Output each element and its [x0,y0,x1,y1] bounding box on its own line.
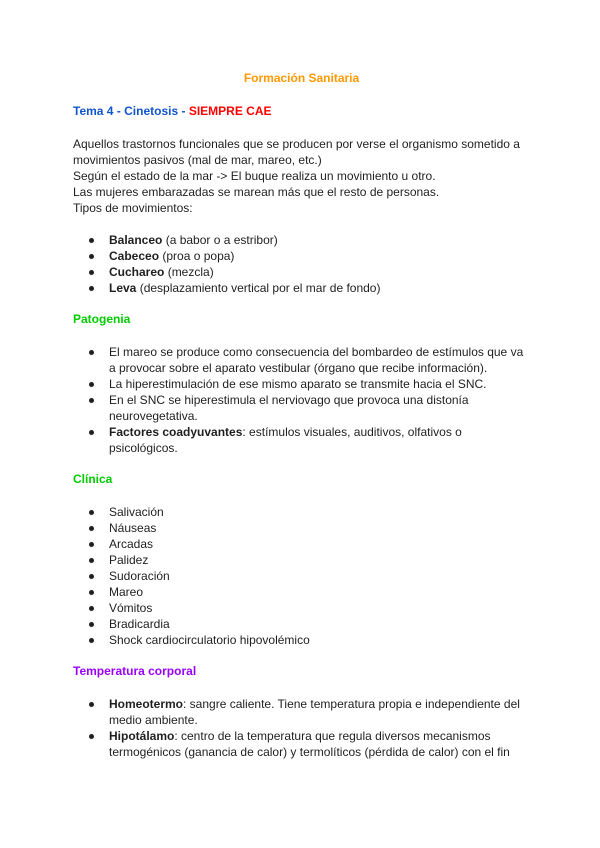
item-term: Cuchareo [109,265,165,279]
list-item [73,280,543,296]
list-item [73,584,543,600]
item-text: (desplazamiento vertical por el mar de fondo) [136,281,381,295]
item-line: a provocar sobre el aparato vestibular (órgano que recibe información). [109,361,488,375]
bullet-icon [89,558,94,563]
patogenia-list [73,344,543,456]
list-item [73,616,543,632]
item-line: : centro de la temperatura que regula diversos mecanismos [174,729,491,743]
bullet-icon [89,238,94,243]
item-line: neurovegetativa. [109,409,198,423]
patogenia-heading: Patogenia [73,312,131,326]
item-text: Mareo [109,585,144,599]
item-term: Leva [109,281,137,295]
item-line: : sangre caliente. Tiene temperatura propia e independiente del [183,697,520,711]
item-text: (a babor o a estribor) [162,233,278,247]
item-line: termogénicos (ganancia de calor) y termolíticos (pérdida de calor) con el fin [109,745,510,759]
list-item [73,552,543,568]
item-text: Sudoración [109,569,170,583]
bullet-icon [89,286,94,291]
bullet-icon [89,702,94,707]
intro-paragraph [73,136,543,216]
list-item [73,504,543,520]
item-text: (mezcla) [164,265,214,279]
item-term: Cabeceo [109,249,160,263]
list-item [73,696,543,728]
list-item [73,600,543,616]
item-text: Vómitos [109,601,153,615]
list-item [73,536,543,552]
list-item [73,344,543,376]
bullet-icon [89,542,94,547]
tema-heading [73,104,272,118]
item-text: Náuseas [109,521,157,535]
list-item [73,232,543,248]
bullet-icon [89,638,94,643]
item-line: medio ambiente. [109,713,198,727]
list-item [73,264,543,280]
list-item [73,376,543,392]
item-text: Palidez [109,553,149,567]
item-term: Factores coadyuvantes [109,425,243,439]
bullet-icon [89,382,94,387]
clinica-heading: Clínica [73,472,113,486]
list-item [73,728,543,760]
bullet-icon [89,526,94,531]
list-item [73,424,543,456]
bullet-icon [89,270,94,275]
item-text: Shock cardiocirculatorio hipovolémico [109,633,310,647]
item-term: Homeotermo [109,697,184,711]
item-text: Bradicardia [109,617,170,631]
movimientos-list [73,232,543,296]
list-item [73,392,543,424]
bullet-icon [89,254,94,259]
intro-line: Las mujeres embarazadas se marean más que el resto de personas. [73,185,440,199]
bullet-icon [89,350,94,355]
list-item [73,520,543,536]
item-line: La hiperestimulación de ese mismo aparato se transmite hacia el SNC. [109,377,487,391]
bullet-icon [89,398,94,403]
list-item [73,568,543,584]
item-line: En el SNC se hiperestimula el nerviovago que provoca una distonía [109,393,469,407]
bullet-icon [89,510,94,515]
document-title: Formación Sanitaria [243,71,360,85]
bullet-icon [89,574,94,579]
item-line: : estímulos visuales, auditivos, olfativos o [242,425,462,439]
item-line: psicológicos. [109,441,178,455]
tema-title: Tema 4 - Cinetosis - [73,104,189,118]
list-item [73,248,543,264]
item-text: Arcadas [109,537,154,551]
bullet-icon [89,606,94,611]
intro-line: movimientos pasivos (mal de mar, mareo, etc.) [73,153,322,167]
intro-line: Tipos de movimientos: [73,201,193,215]
tema-highlight: SIEMPRE CAE [188,104,272,118]
intro-line: Según el estado de la mar -> El buque realiza un movimiento u otro. [73,169,436,183]
item-text: Salivación [109,505,164,519]
item-text: (proa o popa) [159,249,235,263]
intro-line: Aquellos trastornos funcionales que se producen por verse el organismo sometido a [73,137,520,151]
bullet-icon [89,430,94,435]
bullet-icon [89,590,94,595]
bullet-icon [89,734,94,739]
list-item [73,632,543,648]
bullet-icon [89,622,94,627]
temperatura-heading: Temperatura corporal [73,664,197,678]
item-line: El mareo se produce como consecuencia del bombardeo de estímulos que va [109,345,524,359]
temperatura-list [73,696,543,760]
clinica-list [73,504,543,648]
item-term: Balanceo [109,233,163,247]
item-term: Hipotálamo [109,729,175,743]
